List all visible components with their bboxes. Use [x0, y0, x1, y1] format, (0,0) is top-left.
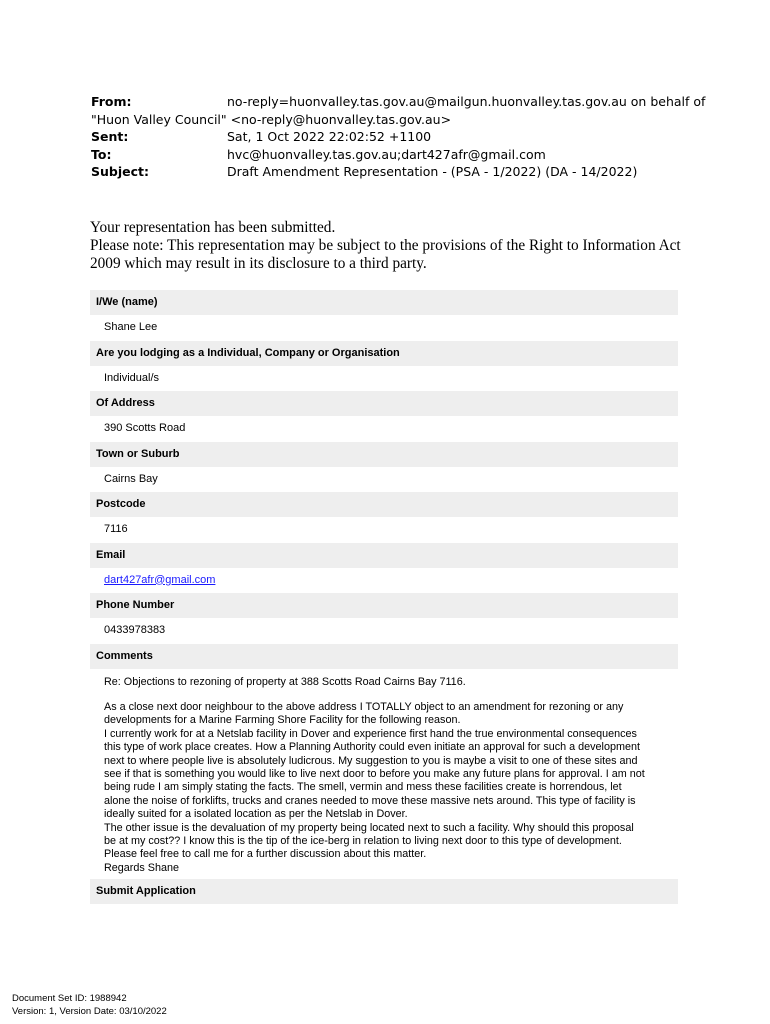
email-label: Email [90, 543, 678, 568]
comment-line: Regards Shane [104, 861, 180, 874]
email-link[interactable]: dart427afr@gmail.com [104, 573, 216, 586]
email-value-row [90, 568, 678, 594]
name-field-label: I/We (name) [90, 290, 678, 315]
comment-line: I currently work for at a Netslab facility in Dover and experience first hand the true environmental consequences [104, 727, 637, 740]
comment-line: The other issue is the devaluation of my property being located next to such a facility. Why should this proposal [104, 821, 634, 834]
comments-body [104, 701, 674, 875]
lodging-type-value: Individual/s [104, 371, 160, 384]
from-label: From: [91, 94, 132, 109]
address-label: Of Address [90, 391, 678, 416]
phone-value: 0433978383 [104, 624, 166, 636]
document-set-id: Document Set ID: 1988942 [12, 993, 127, 1004]
document-footer [12, 993, 167, 1018]
phone-label: Phone Number [90, 593, 678, 618]
comments-label: Comments [90, 644, 678, 669]
email-header [91, 93, 706, 181]
comment-line: this type of work place creates. How a Planning Authority could even initiate an approval for such a development [104, 741, 640, 754]
town-label: Town or Suburb [90, 442, 678, 467]
submission-notice [90, 219, 690, 273]
to-label: To: [91, 146, 112, 162]
comment-line: being rude I am simply stating the facts. The smell, vermin and mess these facilities create is horrendous, let [104, 781, 622, 794]
notice-line-3: 2009 which may result in its disclosure to a third party. [90, 255, 427, 272]
from-value: no-reply=huonvalley.tas.gov.au@mailgun.huonvalley.tas.gov.au on behalf of [227, 94, 706, 109]
submit-application-label: Submit Application [90, 879, 678, 904]
from-value-continued: "Huon Valley Council" <no-reply@huonvalley.tas.gov.au> [91, 111, 452, 127]
comment-line: developments for a Marine Farming Shore Facility for the following reason. [104, 714, 461, 727]
comment-line: see if that is something you would like to live next door to before you make any future plans for approval. I am not [104, 767, 645, 780]
to-value: hvc@huonvalley.tas.gov.au;dart427afr@gmail.com [227, 146, 546, 162]
comment-line: alone the noise of forklifts, trucks and cranes needed to move these massive nets around. This type of facility is [104, 794, 636, 807]
subject-row [91, 163, 691, 181]
sent-value: Sat, 1 Oct 2022 22:02:52 +1100 [227, 129, 432, 144]
from-row-continued [91, 111, 691, 129]
comments-text [90, 669, 678, 880]
from-row [91, 93, 706, 111]
sent-row [91, 128, 691, 146]
postcode-value: 7116 [104, 523, 128, 535]
comment-line: next to where people live is absolutely ludicrous. My suggestion to you is maybe a visit to one of these sites and [104, 754, 638, 767]
comment-line: be at my cost?? I know this is the tip of the ice-berg in relation to living next door to this type of development. [104, 834, 622, 847]
postcode-label: Postcode [90, 492, 678, 517]
town-value: Cairns Bay [104, 472, 158, 485]
address-value: 390 Scotts Road [104, 422, 186, 434]
lodging-type-label: Are you lodging as a Individual, Company or Organisation [90, 341, 678, 366]
notice-line-2: Please note: This representation may be subject to the provisions of the Right to Information Act [90, 237, 681, 254]
comments-reference: Re: Objections to rezoning of property at 388 Scotts Road Cairns Bay 7116. [104, 675, 466, 688]
notice-line-1: Your representation has been submitted. [90, 219, 336, 236]
subject-label: Subject: [91, 164, 149, 179]
comment-line: ideally suited for a isolated location as per the Netslab in Dover. [104, 808, 408, 821]
comment-line: As a close next door neighbour to the above address I TOTALLY object to an amendment for rezoning or any [104, 700, 624, 713]
comment-line: Please feel free to call me for a further discussion about this matter. [104, 848, 427, 861]
representation-form [90, 290, 678, 904]
sent-label: Sent: [91, 129, 129, 144]
subject-value: Draft Amendment Representation - (PSA - 1/2022) (DA - 14/2022) [227, 164, 638, 179]
document-version: Version: 1, Version Date: 03/10/2022 [12, 1005, 167, 1017]
name-field-value: Shane Lee [104, 321, 158, 333]
to-row [91, 146, 691, 164]
